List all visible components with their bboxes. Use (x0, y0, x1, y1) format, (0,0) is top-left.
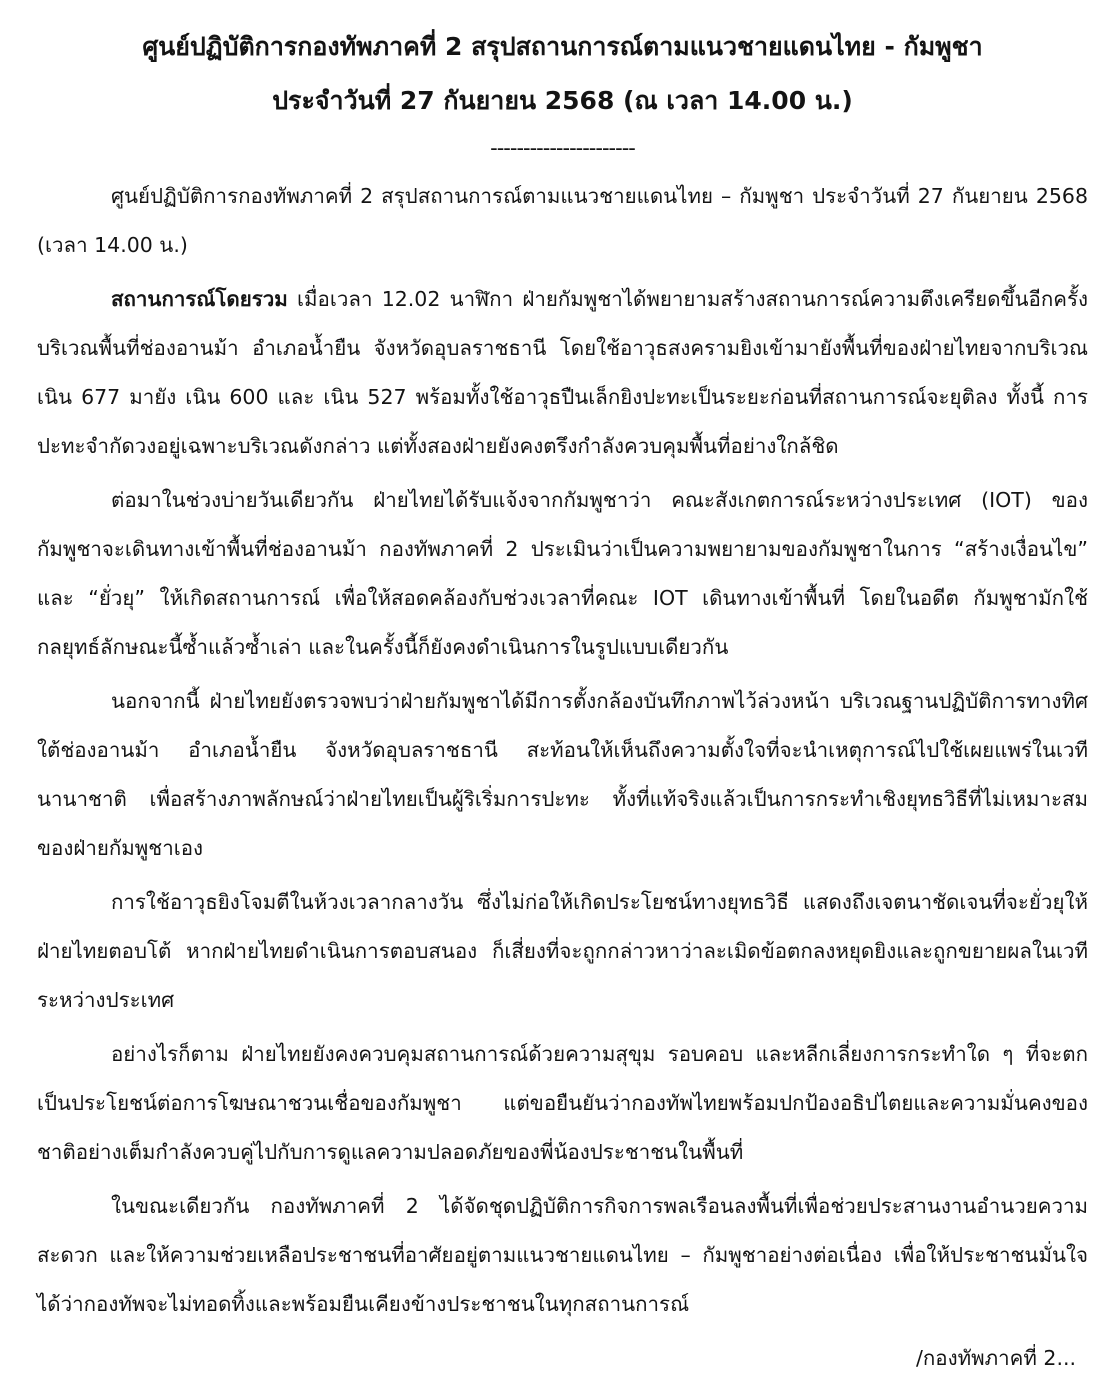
paragraph-thai-response: อย่างไรก็ตาม ฝ่ายไทยยังคงควบคุมสถานการณ์ด้วยความสุขุม รอบคอบ และหลีกเลี่ยงการกระทำใด ๆ ที่จะตกเป็นประโยชน์ต่อการโฆษณาชวนเชื่อของกัมพูชา แต่ขอยืนยันว่ากองทัพไทยพร้อมปกป้องอธิปไตยและความมั่นคงของชาติอย่างเต็มกำลังควบคู่ไปกับการดูแลความปลอดภัยของพี่น้องประชาชนในพื้นที่ (37, 1042, 1088, 1164)
title-separator: ---------------------- (490, 136, 635, 160)
overview-text: เมื่อเวลา 12.02 นาฬิกา ฝ่ายกัมพูชาได้พยายามสร้างสถานการณ์ความตึงเครียดขึ้นอีกครั้งบริเวณพื้นที่ช่องอานม้า อำเภอน้ำยืน จังหวัดอุบลราชธานี โดยใช้อาวุธสงครามยิงเข้ามายังพื้นที่ของฝ่ายไทยจากบริเวณ เนิน 677 มายัง เนิน 600 และ เนิน 527 พร้อมทั้งใช้อาวุธปืนเล็กยิงปะทะเป็นระยะก่อนที่สถานการณ์จะยุติลง ทั้งนี้ การปะทะจำกัดวงอยู่เฉพาะบริเวณดังกล่าว แต่ทั้งสองฝ่ายยังคงตรึงกำลังควบคุมพื้นที่อย่างใกล้ชิด (37, 287, 1088, 458)
page-continuation-marker: /กองทัพภาคที่ 2... (915, 1346, 1076, 1370)
paragraph-camera: นอกจากนี้ ฝ่ายไทยยังตรวจพบว่าฝ่ายกัมพูชาได้มีการตั้งกล้องบันทึกภาพไว้ล่วงหน้า บริเวณฐานปฏิบัติการทางทิศใต้ช่องอานม้า อำเภอน้ำยืน จังหวัดอุบลราชธานี สะท้อนให้เห็นถึงความตั้งใจที่จะนำเหตุการณ์ไปใช้เผยแพร่ในเวทีนานาชาติ เพื่อสร้างภาพลักษณ์ว่าฝ่ายไทยเป็นผู้ริเริ่มการปะทะ ทั้งที่แท้จริงแล้วเป็นการกระทำเชิงยุทธวิธีที่ไม่เหมาะสมของฝ่ายกัมพูชาเอง (37, 689, 1088, 860)
document-title-line-1: ศูนย์ปฏิบัติการกองทัพภาคที่ 2 สรุปสถานการณ์ตามแนวชายแดนไทย - กัมพูชา (142, 32, 983, 61)
paragraph-intro: ศูนย์ปฏิบัติการกองทัพภาคที่ 2 สรุปสถานการณ์ตามแนวชายแดนไทย – กัมพูชา ประจำวันที่ 27 กันยายน 2568 (เวลา 14.00 น.) (37, 184, 1088, 257)
paragraph-daytime-attack: การใช้อาวุธยิงโจมตีในห้วงเวลากลางวัน ซึ่งไม่ก่อให้เกิดประโยชน์ทางยุทธวิธี แสดงถึงเจตนาชัดเจนที่จะยั่วยุให้ฝ่ายไทยตอบโต้ หากฝ่ายไทยดำเนินการตอบสนอง ก็เสี่ยงที่จะถูกกล่าวหาว่าละเมิดข้อตกลงหยุดยิงและถูกขยายผลในเวทีระหว่างประเทศ (37, 890, 1088, 1012)
overview-label: สถานการณ์โดยรวม (111, 287, 288, 311)
document-title-line-2: ประจำวันที่ 27 กันยายน 2568 (ณ เวลา 14.00 น.) (272, 86, 853, 115)
paragraph-civil-affairs: ในขณะเดียวกัน กองทัพภาคที่ 2 ได้จัดชุดปฏิบัติการกิจการพลเรือนลงพื้นที่เพื่อช่วยประสานงานอำนวยความสะดวก และให้ความช่วยเหลือประชาชนที่อาศัยอยู่ตามแนวชายแดนไทย – กัมพูชาอย่างต่อเนื่อง เพื่อให้ประชาชนมั่นใจได้ว่ากองทัพจะไม่ทอดทิ้งและพร้อมยืนเคียงข้างประชาชนในทุกสถานการณ์ (37, 1194, 1088, 1316)
paragraph-overview (37, 275, 1088, 471)
paragraph-iot: ต่อมาในช่วงบ่ายวันเดียวกัน ฝ่ายไทยได้รับแจ้งจากกัมพูชาว่า คณะสังเกตการณ์ระหว่างประเทศ (IOT) ของกัมพูชาจะเดินทางเข้าพื้นที่ช่องอานม้า กองทัพภาคที่ 2 ประเมินว่าเป็นความพยายามของกัมพูชาในการ “สร้างเงื่อนไข” และ “ยั่วยุ” ให้เกิดสถานการณ์ เพื่อให้สอดคล้องกับช่วงเวลาที่คณะ IOT เดินทางเข้าพื้นที่ โดยในอดีต กัมพูชามักใช้กลยุทธ์ลักษณะนี้ซ้ำแล้วซ้ำเล่า และในครั้งนี้ก็ยังคงดำเนินการในรูปแบบเดียวกัน (37, 488, 1088, 659)
